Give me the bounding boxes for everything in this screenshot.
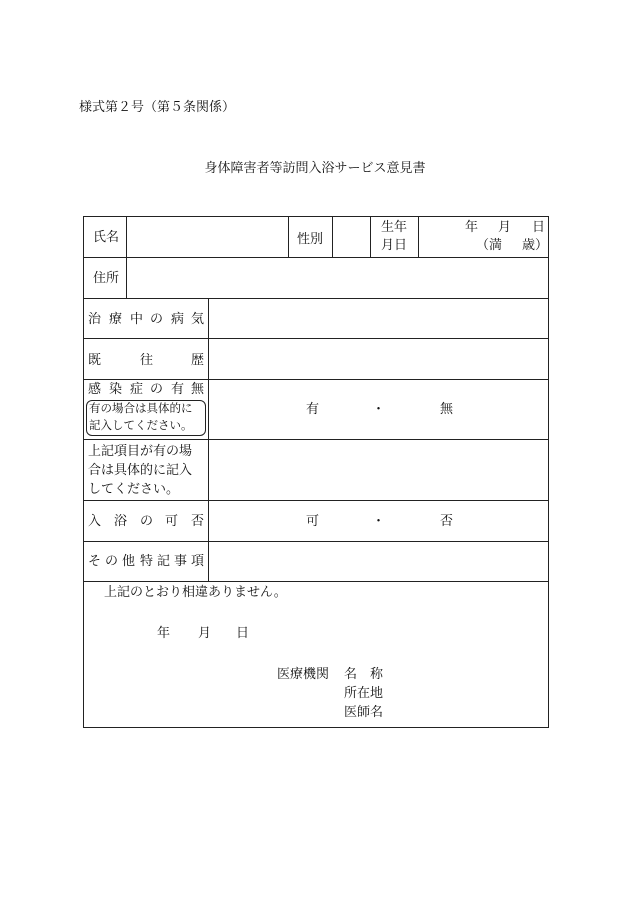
- history-field[interactable]: [209, 339, 547, 378]
- age-open: （満: [476, 238, 503, 253]
- gender-label: 性別: [297, 232, 324, 247]
- other-char: そ: [88, 554, 102, 569]
- bathing-char: 否: [191, 514, 205, 529]
- certification-year-unit: 年: [157, 626, 171, 641]
- bathing-char: 可: [165, 514, 179, 529]
- illness-char: の: [150, 312, 164, 327]
- doctor-name-label: 医師名: [344, 705, 384, 720]
- infection-char: 症: [130, 382, 144, 397]
- illness-char: 気: [191, 312, 205, 327]
- institution-name-label: 名 称: [344, 667, 384, 682]
- bathing-char: 入: [88, 514, 102, 529]
- illness-char: 治: [88, 312, 102, 327]
- infection-no-option[interactable]: 無: [440, 402, 454, 417]
- birth-month-unit: 月: [498, 220, 512, 235]
- other-char: 項: [191, 554, 205, 569]
- detail-label-line2: 合は具体的に記入: [88, 463, 193, 478]
- row-divider: [84, 581, 548, 582]
- certification-month-unit: 月: [198, 626, 212, 641]
- row-divider: [84, 500, 548, 501]
- infection-separator: ・: [372, 402, 386, 417]
- illness-field[interactable]: [209, 299, 547, 337]
- illness-char: 中: [130, 312, 144, 327]
- infection-yes-option[interactable]: 有: [306, 402, 320, 417]
- other-char: 事: [174, 554, 188, 569]
- certification-day-unit: 日: [236, 626, 250, 641]
- document-title: 身体障害者等訪問入浴サービス意見書: [204, 161, 426, 176]
- bathing-char: の: [140, 514, 154, 529]
- infection-char: 感: [88, 382, 102, 397]
- infection-char: 有: [171, 382, 185, 397]
- institution-location-label: 所在地: [344, 686, 384, 701]
- infection-note-line1: 有の場合は具体的に: [89, 401, 193, 415]
- other-char: の: [105, 554, 119, 569]
- detail-label-line1: 上記項目が有の場: [88, 444, 193, 459]
- infection-char: 染: [109, 382, 123, 397]
- col-divider: [370, 217, 371, 257]
- birth-year-unit: 年: [465, 220, 479, 235]
- address-field[interactable]: [127, 258, 547, 297]
- birth-label-line2: 月日: [381, 238, 408, 253]
- history-char: 既: [88, 353, 102, 368]
- institution-label: 医療機関: [277, 667, 330, 682]
- bathing-char: 浴: [114, 514, 128, 529]
- history-char: 往: [140, 353, 154, 368]
- other-char: 記: [157, 554, 171, 569]
- detail-label-line3: してください。: [88, 482, 180, 497]
- other-char: 特: [140, 554, 154, 569]
- infection-note-line2: 記入してください。: [89, 418, 193, 432]
- opinion-form-table: [83, 216, 549, 728]
- illness-char: 療: [109, 312, 123, 327]
- col-divider: [288, 217, 289, 257]
- age-close: 歳）: [522, 238, 549, 253]
- address-label: 住所: [93, 271, 120, 286]
- other-notes-field[interactable]: [209, 542, 547, 580]
- birth-label-line1: 生年: [381, 220, 408, 235]
- name-label: 氏名: [93, 230, 120, 245]
- bathing-separator: ・: [372, 514, 386, 529]
- birth-day-unit: 日: [532, 220, 546, 235]
- history-char: 歴: [191, 353, 205, 368]
- row-divider: [84, 379, 548, 380]
- illness-char: 病: [171, 312, 185, 327]
- bathing-ok-option[interactable]: 可: [306, 514, 320, 529]
- gender-field[interactable]: [333, 218, 369, 256]
- infection-char: の: [150, 382, 164, 397]
- detail-field[interactable]: [209, 440, 547, 499]
- other-char: 他: [122, 554, 136, 569]
- infection-char: 無: [191, 382, 205, 397]
- bathing-ng-option[interactable]: 否: [440, 514, 454, 529]
- certification-statement: 上記のとおり相違ありません。: [104, 585, 287, 600]
- name-field[interactable]: [127, 218, 287, 256]
- form-number: 様式第２号（第５条関係）: [79, 100, 236, 115]
